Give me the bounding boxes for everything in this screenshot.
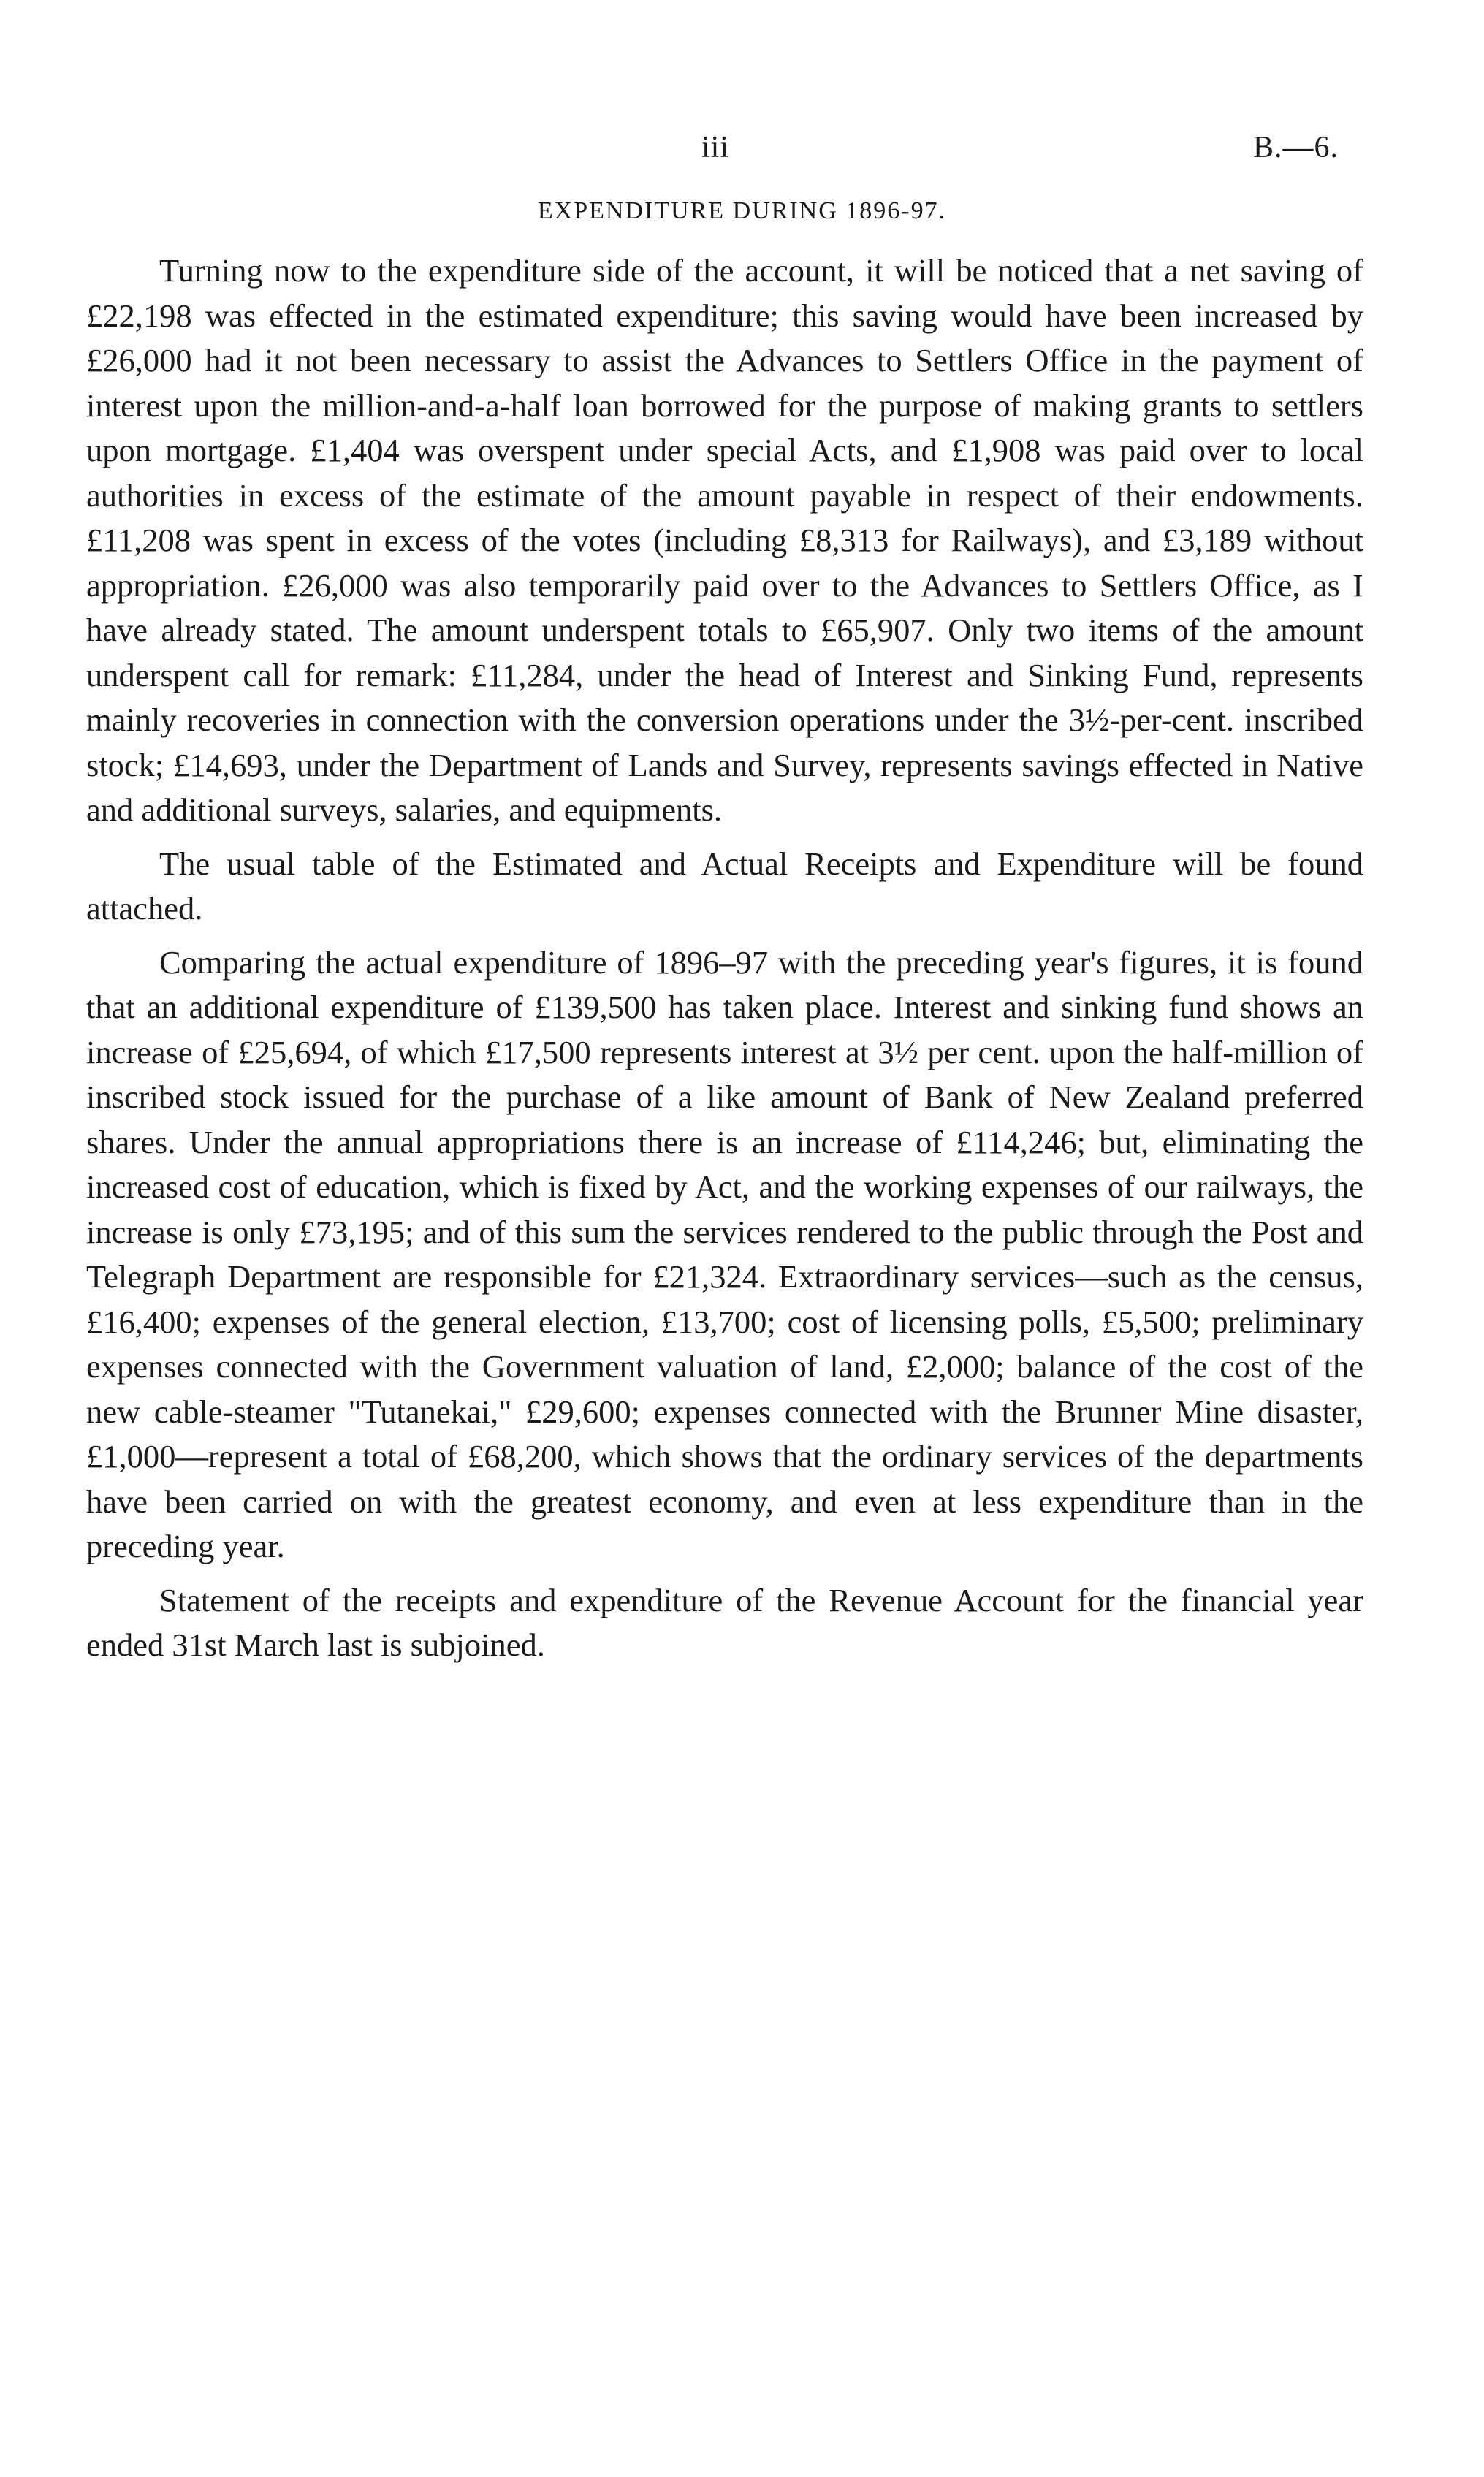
- page-number: iii: [701, 131, 730, 164]
- section-heading: EXPENDITURE DURING 1896-97.: [537, 197, 947, 224]
- body-text: [86, 248, 1363, 1677]
- paragraph-statement-note: Statement of the receipts and expenditure of the Revenue Account for the financial year ended 31st March last is subjoined.: [86, 1581, 1363, 1663]
- paragraph-table-reference: The usual table of the Estimated and Actual Receipts and Expenditure will be found attached.: [86, 845, 1363, 927]
- paragraph-year-comparison: Comparing the actual expenditure of 1896–97 with the preceding year's figures, it is found that an additional expenditure of £139,500 has taken place. Interest and sinking fund shows an increase of £25,694, of which £17,500 represents interest at 3½ per cent. upon the half-million of inscribed stock issued for the purchase of a like amount of Bank of New Zealand preferred shares. Under the annual appropriations there is an increase of £114,246; but, eliminating the increased cost of education, which is fixed by Act, and the working expenses of our railways, the increase is only £73,195; and of this sum the services rendered to the public through the Post and Telegraph Department are responsible for £21,324. Extraordinary services—such as the census, £16,400; expenses of the general election, £13,700; cost of licensing polls, £5,500; preliminary expenses connected with the Government valuation of land, £2,000; balance of the cost of the new cable-steamer "Tutanekai," £29,600; expenses connected with the Brunner Mine disaster, £1,000—represent a total of £68,200, which shows that the ordinary services of the departments have been carried on with the greatest economy, and even at less expenditure than in the preceding year.: [86, 943, 1363, 1564]
- document-reference: B.—6.: [1253, 131, 1339, 164]
- paragraph-expenditure-summary: Turning now to the expenditure side of the account, it will be noticed that a net saving of £22,198 was effected in the estimated expenditure; this saving would have been increased by £26,000 had it not been necessary to assist the Advances to Settlers Office in the payment of interest upon the million-and-a-half loan borrowed for the purpose of making grants to settlers upon mortgage. £1,404 was overspent under special Acts, and £1,908 was paid over to local authorities in excess of the estimate of the amount payable in respect of their endowments. £11,208 was spent in excess of the votes (including £8,313 for Railways), and £3,189 without appropriation. £26,000 was also temporarily paid over to the Advances to Settlers Office, as I have already stated. The amount underspent totals to £65,907. Only two items of the amount underspent call for remark: £11,284, under the head of Interest and Sinking Fund, represents mainly recoveries in connection with the conversion operations under the 3½-per-cent. inscribed stock; £14,693, under the Department of Lands and Survey, represents savings effected in Native and additional surveys, salaries, and equipments.: [86, 252, 1363, 828]
